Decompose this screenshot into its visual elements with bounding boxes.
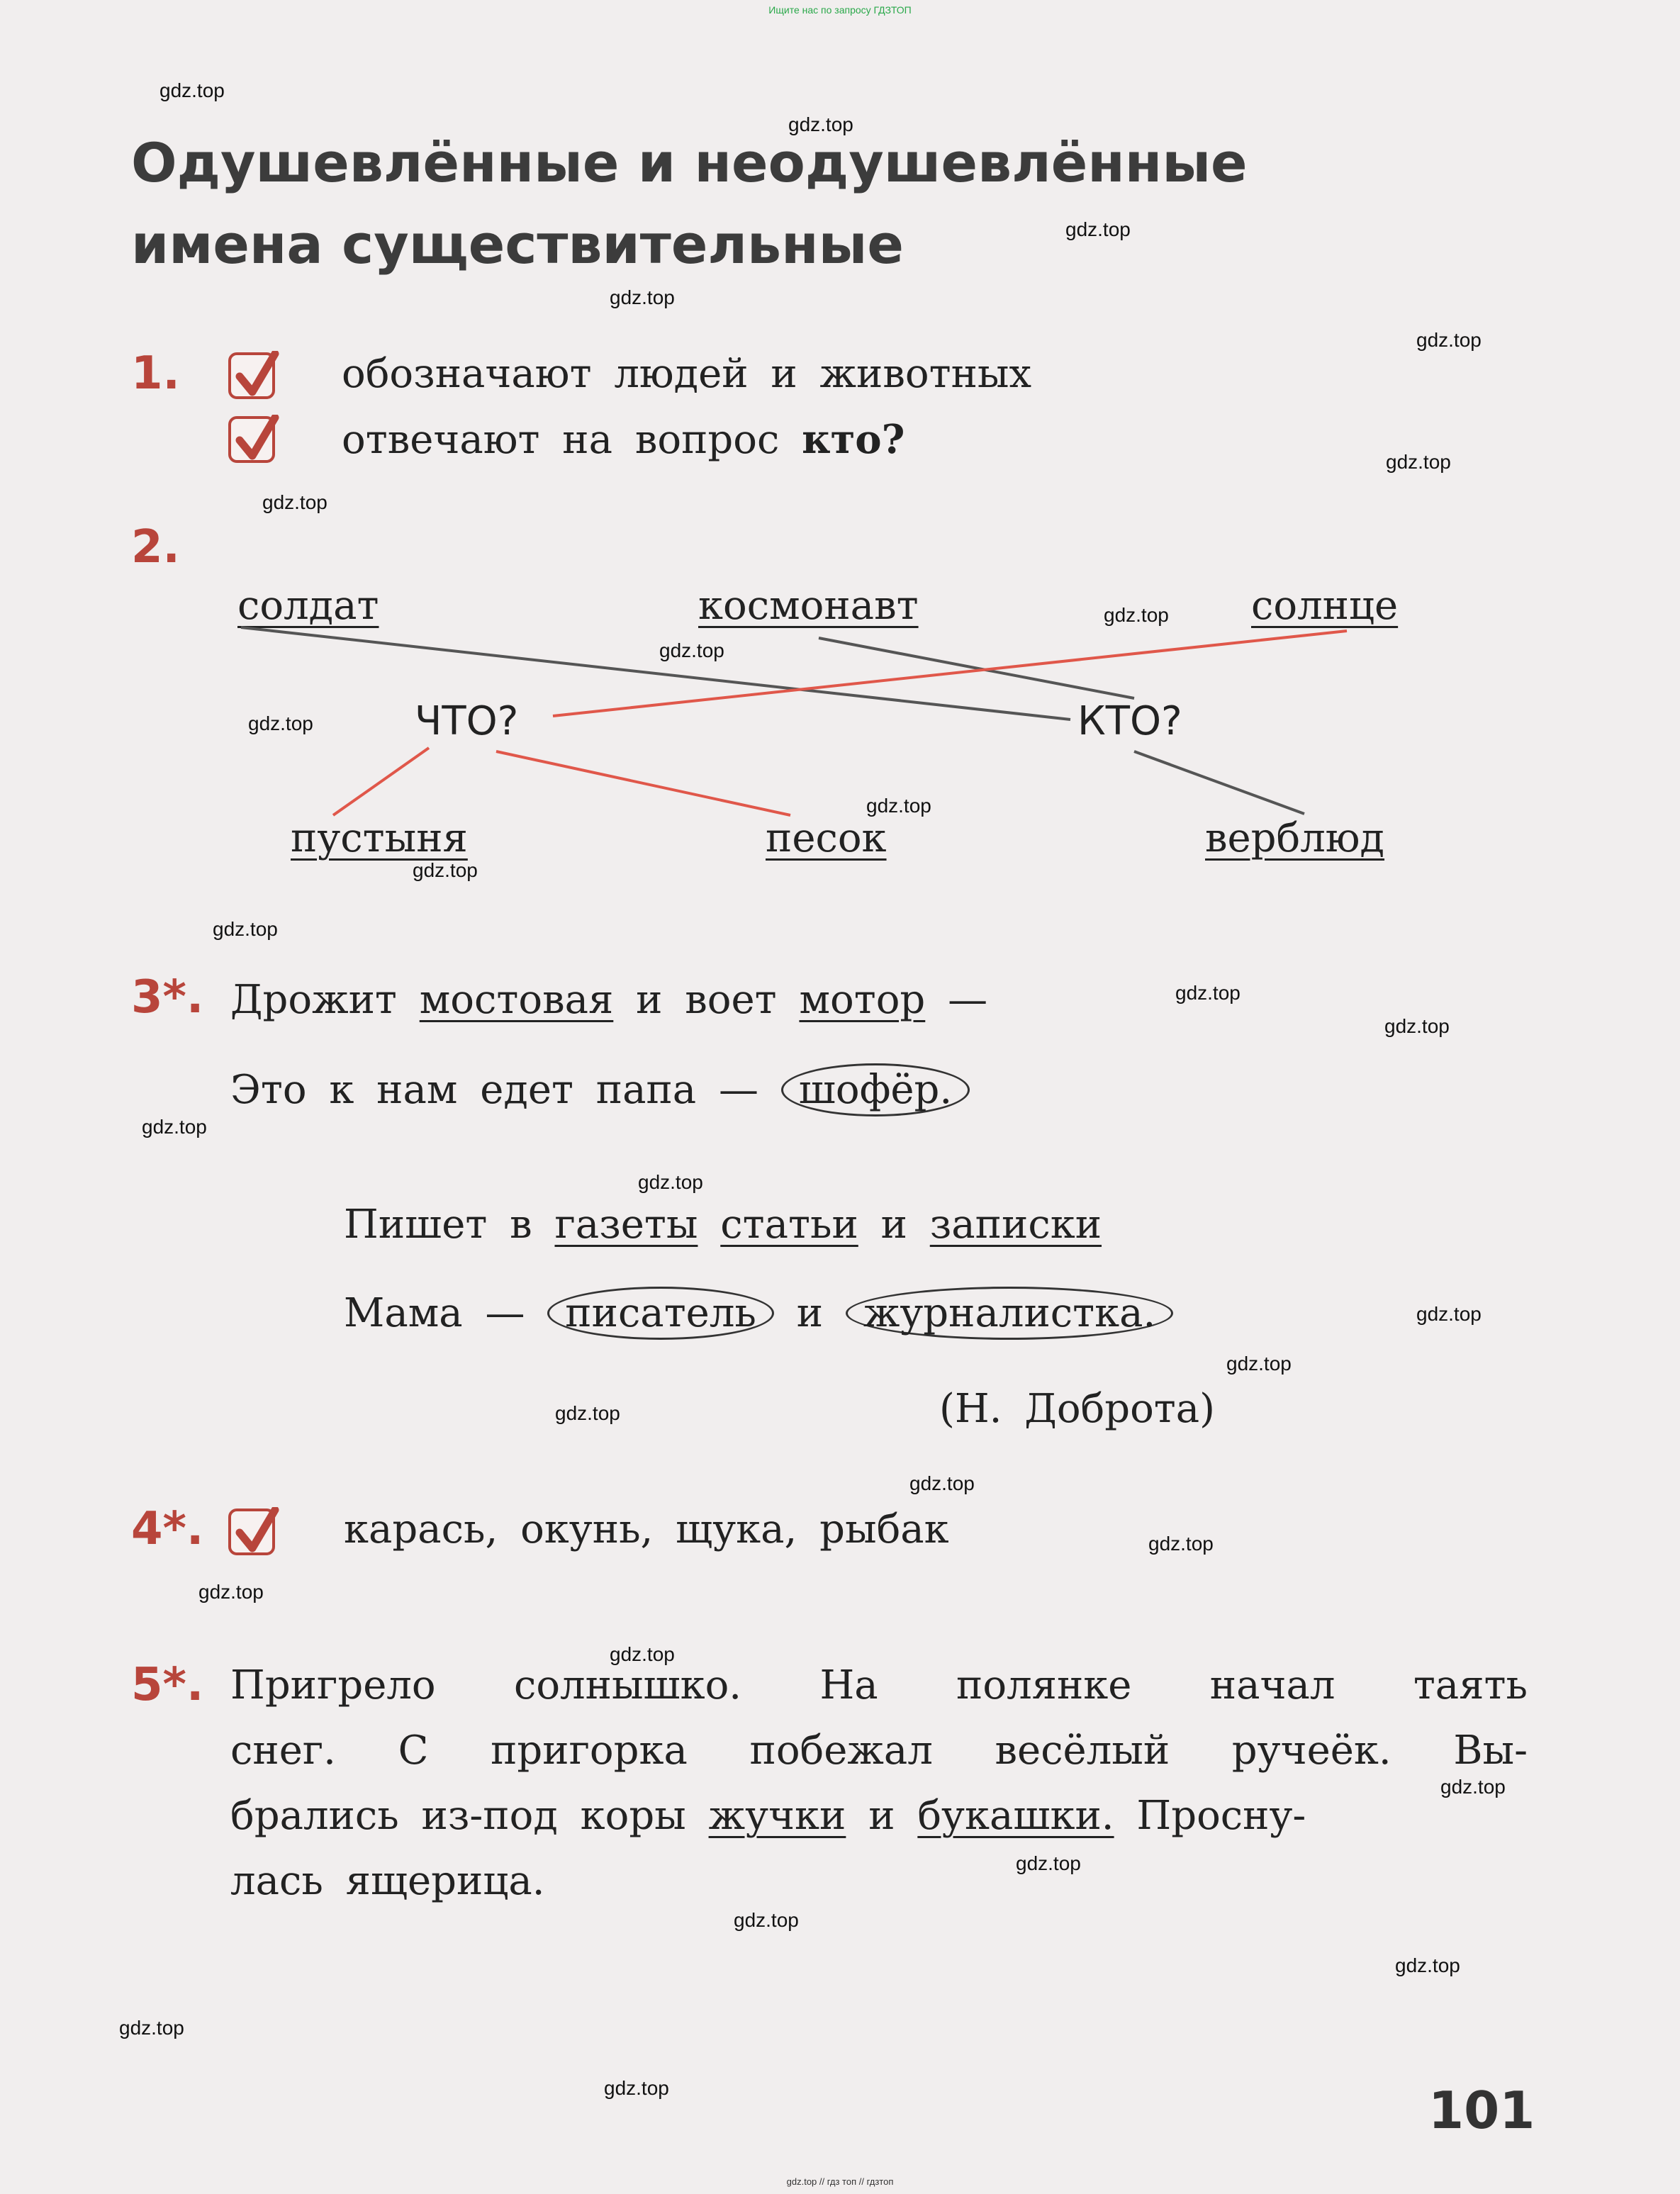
page-title-line-2: имена существительные [131,213,904,276]
watermark: gdz.top [659,639,724,661]
task-4-text: карась, окунь, щука, рыбак [344,1506,949,1552]
line-pustynya-chto [333,748,429,815]
watermark: gdz.top [1104,604,1169,626]
watermark: gdz.top [866,795,931,817]
task-5-line-4: лась ящерица. [230,1858,545,1904]
watermark: gdz.top [262,491,327,513]
watermark: gdz.top [555,1402,620,1424]
dash: — [948,977,988,1023]
question-kto: КТО? [1077,698,1182,744]
word-bukashki: букашки. [917,1793,1114,1839]
watermark: gdz.top [413,859,478,881]
watermark: gdz.top [1226,1353,1292,1375]
watermark: gdz.top [1175,982,1241,1004]
watermark: gdz.top [909,1472,975,1494]
task-3-line-2 [230,1067,970,1113]
phrase-bralis: брались из-под коры [230,1793,686,1839]
task-4-number: 4*. [131,1503,204,1555]
watermark: gdz.top [604,2077,669,2099]
watermark: gdz.top [248,712,313,734]
watermark: gdz.top [1440,1776,1506,1798]
word-pesok: песок [766,815,887,861]
task-1-number: 1. [131,347,180,400]
task-5-number: 5*. [131,1659,204,1711]
word-verblyud: верблюд [1205,815,1385,861]
word-zhurnalistka: журналистка. [846,1287,1173,1340]
word-solnce: солнце [1251,583,1399,629]
line-kosmonavt-kto [819,638,1134,698]
phrase-mama: Мама — [344,1290,525,1336]
word-pisatel: писатель [547,1287,774,1340]
task-3-line-4 [344,1290,1173,1336]
watermark: gdz.top [610,286,675,308]
word-zhuchki: жучки [708,1793,846,1839]
watermark: gdz.top [1384,1015,1450,1037]
word-i-voet: и воет [636,977,777,1023]
word-zapiski: записки [929,1202,1102,1248]
task-1-question: кто? [802,416,905,463]
word-i: и [796,1290,824,1336]
watermark: gdz.top [1016,1852,1081,1874]
word-drozhit: Дрожит [230,977,397,1023]
word-prosnu: Просну- [1136,1793,1306,1839]
word-gazety: газеты [554,1202,698,1248]
watermark: gdz.top [198,1581,264,1603]
task-1-line-2-prefix: отвечают на вопрос [342,417,780,463]
watermark: gdz.top [142,1116,207,1138]
task-3-number: 3*. [131,971,204,1024]
word-kosmonavt: космонавт [698,583,919,629]
word-pustynya: пустыня [291,815,468,861]
poem-author: (Н. Доброта) [939,1386,1216,1432]
header-note: Ищите нас по запросу ГДЗТОП [768,4,912,16]
phrase-pishet-v: Пишет в [344,1202,532,1248]
watermark: gdz.top [119,2017,184,2039]
word-i: и [868,1793,895,1839]
task-5-line-2: снег. С пригорка побежал весёлый ручеёк. Вы- [230,1728,1528,1774]
footer-note: gdz.top // гдз топ // гдзтоп [786,2176,894,2187]
watermark: gdz.top [213,918,278,940]
task-1-line-1: обозначают людей и животных [342,351,1032,397]
task-3-line-3 [344,1202,1102,1248]
watermark: gdz.top [1386,451,1451,473]
task-3-line-1 [230,977,987,1023]
page-title-line-1: Одушевлённые и неодушевлённые [131,131,1248,194]
word-mostovaya: мостовая [419,977,614,1023]
phrase-eto-k-nam: Это к нам едет папа — [230,1067,758,1113]
line-verblyud-kto [1134,751,1304,814]
watermark: gdz.top [638,1171,703,1193]
page-number: 101 [1428,2081,1535,2140]
watermark: gdz.top [1416,1303,1482,1325]
word-motor: мотор [799,977,926,1023]
word-i: и [880,1202,907,1248]
word-stati: статьи [720,1202,858,1248]
watermark: gdz.top [788,113,853,135]
watermark: gdz.top [734,1909,799,1931]
line-pesok-chto [496,751,790,815]
task-5-line-3 [230,1793,1306,1839]
watermark: gdz.top [1148,1533,1214,1555]
watermark: gdz.top [1395,1954,1460,1976]
task-2-number: 2. [131,521,180,573]
watermark: gdz.top [1065,218,1131,240]
watermark: gdz.top [1416,329,1482,351]
question-chto: ЧТО? [415,698,519,744]
checkmark-icon [234,1507,279,1557]
word-shofer: шофёр. [781,1063,970,1116]
checkbox-4[interactable] [228,1509,275,1555]
watermark: gdz.top [610,1643,675,1665]
word-soldat: солдат [237,583,379,629]
task-5-line-1: Пригрело солнышко. На полянке начал таять [230,1662,1528,1708]
watermark: gdz.top [159,79,225,101]
